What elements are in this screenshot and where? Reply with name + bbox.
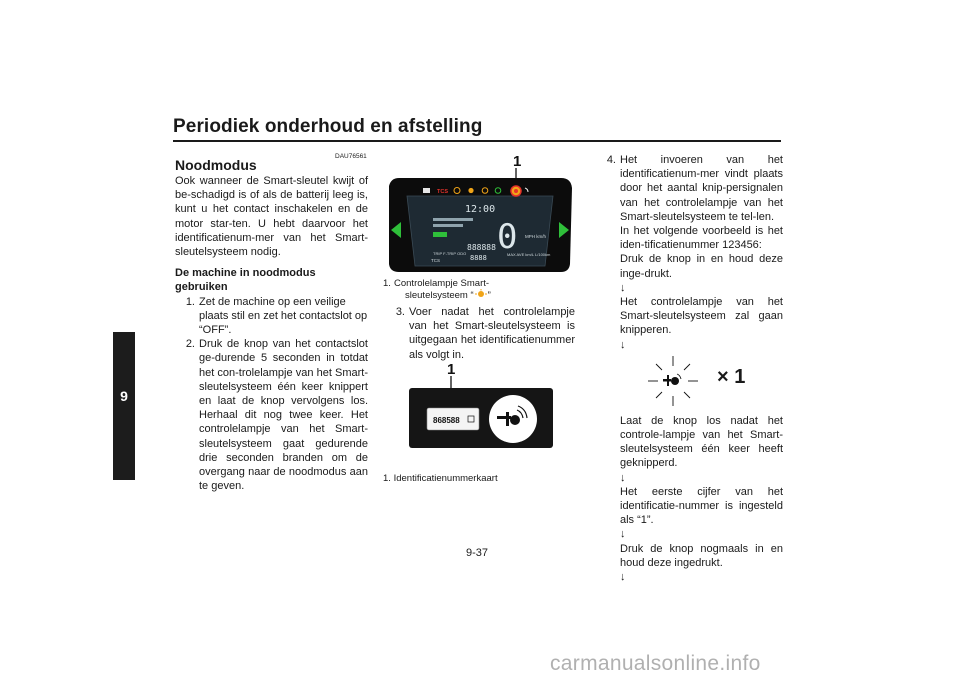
steps-list (175, 295, 368, 494)
step-4-text-6: Het eerste cijfer van het identificatie-nummer is ingesteld als “1”. (620, 485, 783, 527)
caption-line-1: Controlelampje Smart- (394, 278, 490, 289)
section-body (175, 174, 368, 493)
step-4 (596, 153, 783, 584)
list-item (596, 153, 783, 584)
blinking-key-icon (638, 352, 708, 412)
blink-illustration (620, 352, 783, 414)
consumption-labels: MAX AVE km/L L/100km (507, 252, 551, 257)
speed-unit: MPH km/h (525, 234, 547, 239)
step-text: Zet de machine op een veilige plaats stil en zet het contactslot op “OFF”. (199, 295, 368, 337)
dashboard-figure (385, 152, 575, 274)
step-number: 4. (606, 154, 616, 166)
step-3 (385, 305, 575, 362)
step-number: 3. (395, 306, 405, 318)
caption-text: Identificatienummerkaart (393, 473, 498, 484)
page-number: 9-37 (466, 547, 489, 559)
section-code: DAU76561 (335, 153, 367, 160)
down-arrow-icon: ↓ (620, 471, 626, 484)
step-number: 2. (185, 338, 195, 351)
smart-key-indicator-icon (474, 289, 488, 299)
callout-number: 1 (513, 153, 522, 170)
dashboard-caption (383, 278, 573, 301)
step-4-text-2: In het volgende voorbeeld is het iden-tificatienummer 123456: (620, 225, 783, 252)
list-item (175, 295, 368, 338)
caption-line-2: sleutelsysteem “ ” (405, 290, 491, 301)
step-4-text-7: Druk de knop nogmaals in en houd deze ingedrukt. (620, 542, 783, 569)
list-item (385, 305, 575, 362)
dashboard-illustration (385, 152, 575, 274)
down-arrow-icon: ↓ (620, 528, 626, 541)
trip-digits: 888888 (467, 243, 496, 252)
down-arrow-icon: ↓ (620, 338, 626, 351)
step-4-text-1: Het invoeren van het identificatienum-mer vindt plaats door het aantal knip-persignalen van het controlelampje van het Smart-sleutelsysteem te tel-len. (620, 154, 783, 223)
down-arrow-icon: ↓ (620, 571, 626, 584)
caption-number: 1. (383, 278, 391, 289)
step-text: Voer nadat het controlelampje van het Smart-sleutelsysteem is uitgegaan het identificatienummer als volgt in. (409, 306, 575, 361)
step-4-text-3: Druk de knop in en houd deze inge-drukt. (620, 253, 783, 280)
down-arrow-icon: ↓ (620, 281, 626, 294)
speed-digit: 0 (497, 217, 518, 257)
step-text: Druk de knop van het contactslot ge-durende 5 seconden in totdat het con-trolelampje van het Smart-sleutelsysteem één keer knippert en laat de knop vervolgens los. Herhaal dit nog twee keer. Het controlelampje van het Smart-sleutelsysteem gaat gedurende drie seconden branden om de overgang naar de noodmodus aan te geven. (199, 338, 368, 493)
card-caption (383, 473, 498, 484)
header-rule (173, 140, 781, 142)
card-figure (385, 358, 575, 460)
identification-card-illustration (385, 358, 575, 460)
clock-display: 12:00 (465, 204, 496, 215)
section-title: Noodmodus (175, 157, 257, 173)
page-header-title: Periodiek onderhoud en afstelling (173, 116, 483, 137)
card-number: 868588 (433, 416, 460, 425)
caption-number: 1. (383, 473, 391, 484)
step-4-text-5: Laat de knop los nadat het controle-lampje van het Smart-sleutelsysteem één keer heeft geknipperd. (620, 414, 783, 470)
sub-heading: De machine in noodmodus gebruiken (175, 267, 316, 294)
chapter-number: 9 (120, 388, 128, 404)
blink-count: × 1 (717, 365, 746, 388)
watermark: carmanualsonline.info (550, 652, 761, 675)
intro-paragraph: Ook wanneer de Smart-sleutel kwijt of be-schadigd is of als de batterij leeg is, kunt u het contact inschakelen en de motor star-ten. U hebt daarvoor het identificatienum-mer van het Smart-sleutelsysteem nodig. (175, 175, 368, 259)
callout-number: 1 (447, 361, 456, 378)
odo-labels: TRIP F-TRIP ODO (433, 251, 467, 256)
chapter-tab (113, 332, 135, 480)
odo-digits: 8888 (470, 254, 487, 262)
step-4-text-4: Het controlelampje van het Smart-sleutelsysteem zal gaan knipperen. (620, 296, 783, 337)
step-number: 1. (185, 295, 195, 308)
tcs-small-label: TCS (431, 258, 440, 263)
tcs-indicator: TCS (437, 189, 448, 195)
list-item (175, 337, 368, 493)
